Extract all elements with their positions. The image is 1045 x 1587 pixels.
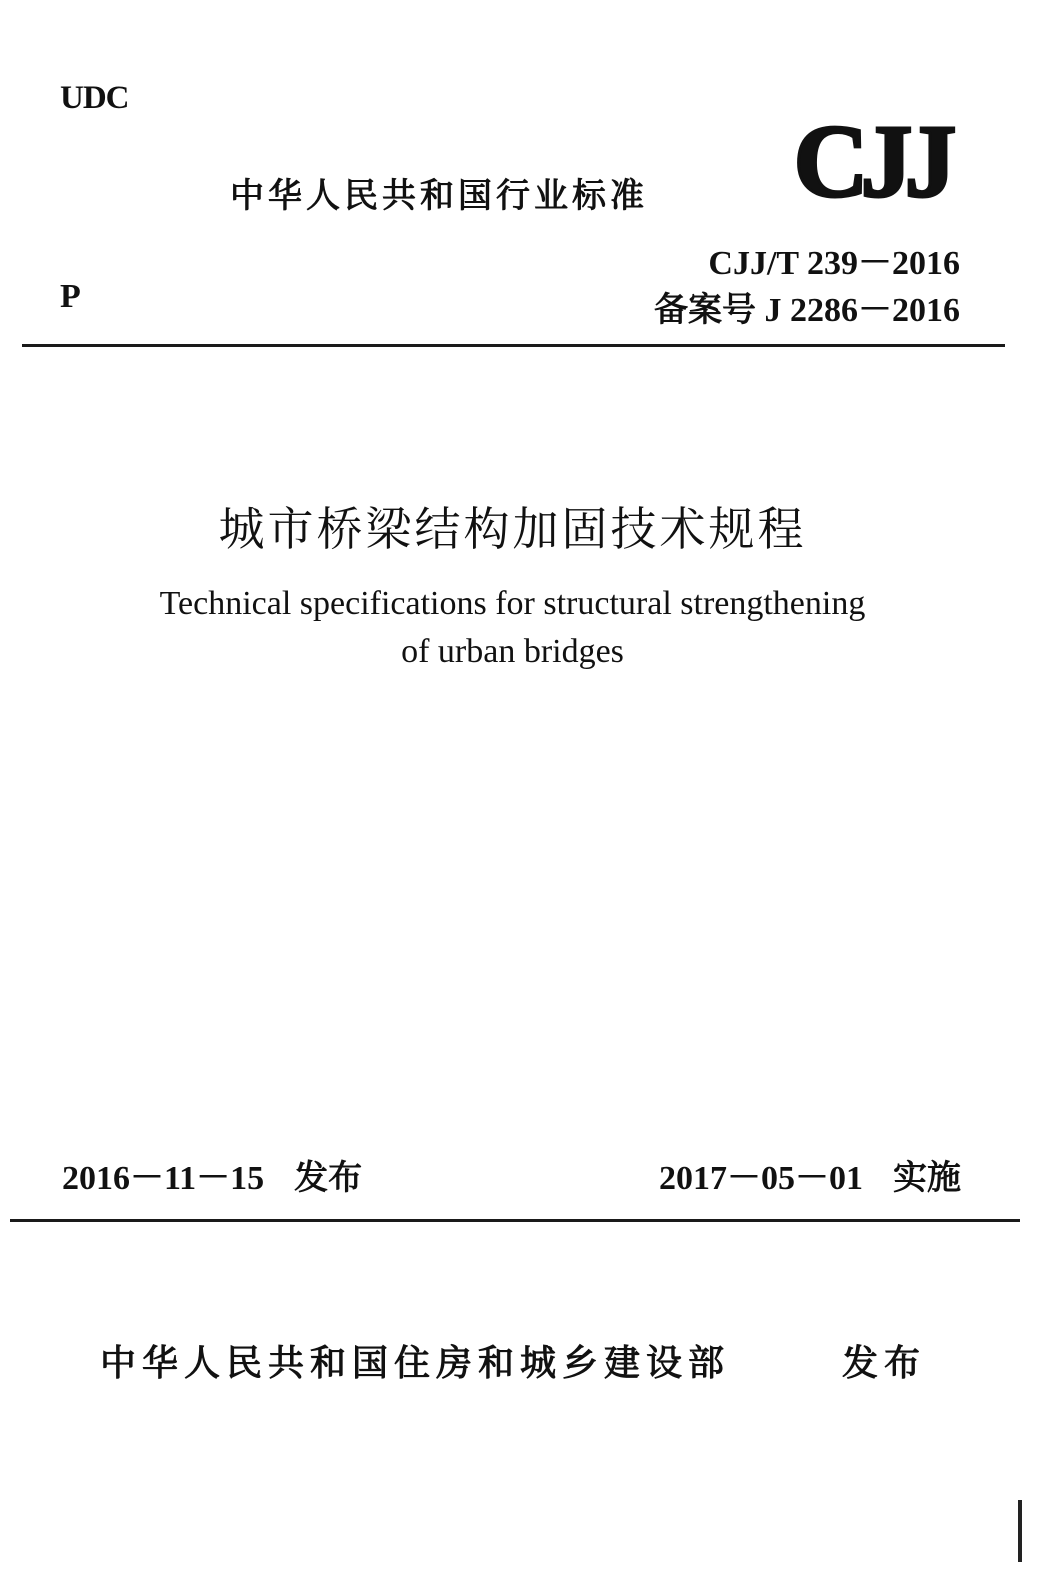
- issue-date-block: [62, 1150, 362, 1199]
- page-edge-mark: [1018, 1500, 1022, 1562]
- issuer-action: 发布: [842, 1343, 927, 1384]
- category-label: P: [60, 278, 81, 315]
- document-title-cn: 城市桥梁结构加固技术规程: [218, 502, 807, 556]
- effective-label: 实施: [893, 1158, 961, 1198]
- standard-number: CJJ/T 239－2016: [708, 245, 960, 282]
- document-title-en-line2: of urban bridges: [401, 633, 624, 670]
- document-title-en: [0, 580, 1025, 676]
- udc-label: UDC: [60, 80, 129, 116]
- cjj-logo-text: CJJ: [793, 112, 949, 208]
- bottom-divider: [10, 1219, 1020, 1222]
- issue-label: 发布: [294, 1158, 363, 1198]
- effective-date-block: [659, 1150, 961, 1199]
- record-number: 备案号 J 2286－2016: [654, 292, 960, 329]
- cjj-logo: [780, 112, 962, 208]
- issue-date: 2016－11－15: [62, 1160, 265, 1197]
- issuer-name: 中华人民共和国住房和城乡建设部: [100, 1343, 731, 1384]
- document-title-en-line1: Technical specifications for structural strengthening: [159, 585, 866, 622]
- top-divider: [22, 344, 1005, 347]
- standard-type-title: 中华人民共和国行业标准: [230, 176, 648, 216]
- effective-date: 2017－05－01: [659, 1160, 863, 1197]
